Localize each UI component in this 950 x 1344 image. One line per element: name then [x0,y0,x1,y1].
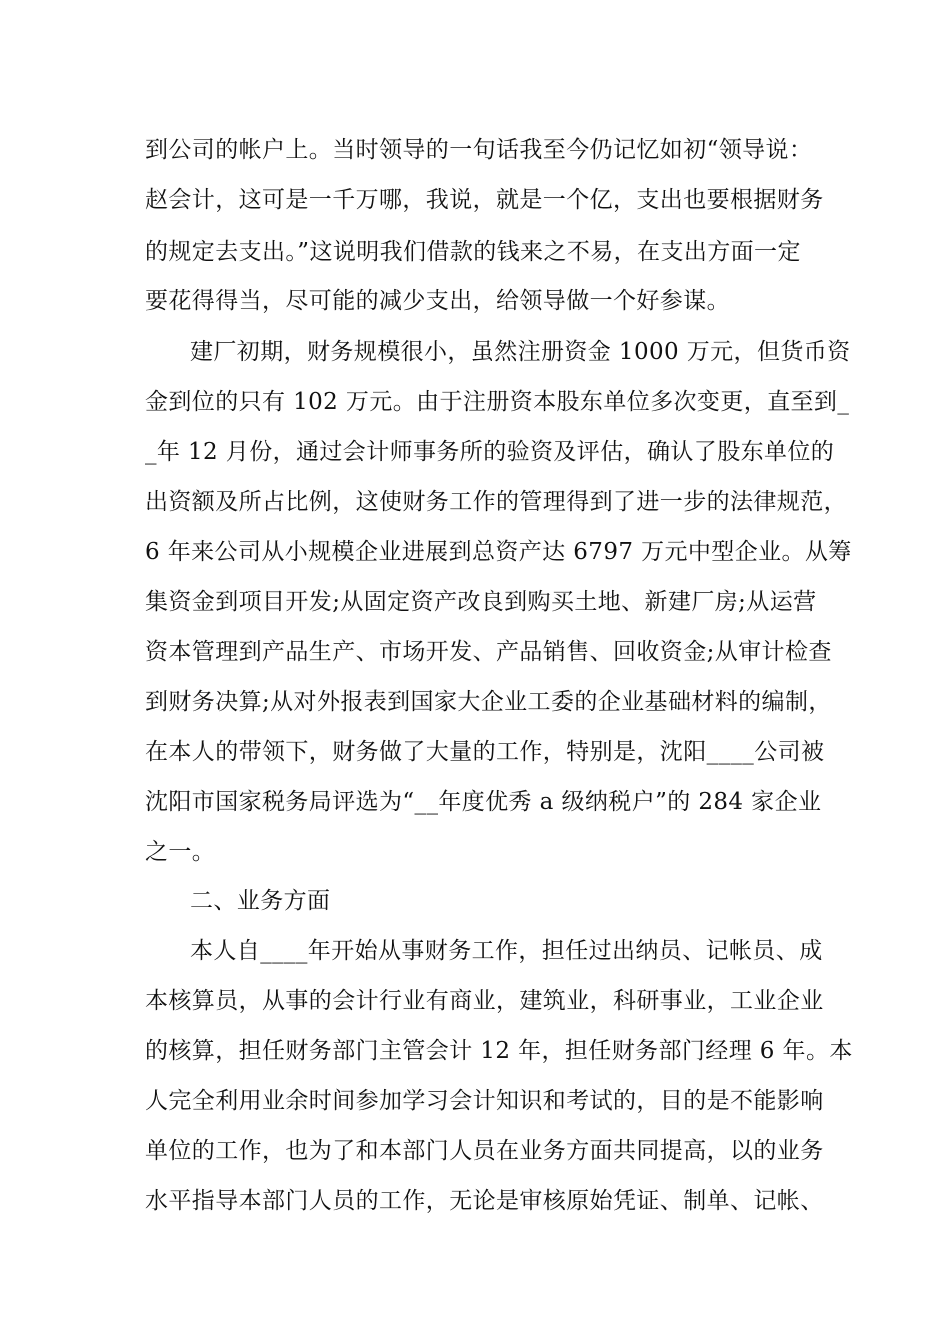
text-line: 到公司的帐户上。当时领导的一句话我至今仍记忆如初“领导说： [145,137,813,163]
text-line: 要花得得当，尽可能的减少支出，给领导做一个好参谋。 [145,288,730,314]
text-line: _年 12 月份，通过会计师事务所的验资及评估，确认了股东单位的 [145,439,835,465]
text-line: 金到位的只有 102 万元。由于注册资本股东单位多次变更，直至到_ [145,389,850,415]
text-line: 资本管理到产品生产、市场开发、产品销售、回收资金;从审计检查 [145,639,832,665]
text-line: 的规定去支出。”这说明我们借款的钱来之不易，在支出方面一定 [145,239,801,265]
text-line: 水平指导本部门人员的工作，无论是审核原始凭证、制单、记帐、 [145,1188,824,1214]
text-line: 出资额及所占比例，这使财务工作的管理得到了进一步的法律规范， [145,489,847,515]
text-line: 沈阳市国家税务局评选为“__年度优秀 a 级纳税户”的 284 家企业 [145,789,822,815]
text-line: 本核算员，从事的会计行业有商业，建筑业，科研事业，工业企业 [145,988,824,1014]
text-line: 集资金到项目开发;从固定资产改良到购买土地、新建厂房;从运营 [145,589,817,615]
section-heading: 二、业务方面 [190,888,331,914]
text-line: 赵会计，这可是一千万哪，我说，就是一个亿，支出也要根据财务 [145,187,824,213]
paragraph-start-line: 本人自____年开始从事财务工作，担任过出纳员、记帐员、成 [190,938,823,964]
text-line: 到财务决算;从对外报表到国家大企业工委的企业基础材料的编制， [145,689,832,715]
paragraph-start-line: 建厂初期，财务规模很小，虽然注册资金 1000 万元，但货币资 [190,339,851,365]
text-line: 的核算，担任财务部门主管会计 12 年，担任财务部门经理 6 年。本 [145,1038,853,1064]
text-line: 在本人的带领下，财务做了大量的工作，特别是，沈阳____公司被 [145,739,825,765]
text-line: 6 年来公司从小规模企业进展到总资产达 6797 万元中型企业。从筹 [145,539,852,565]
text-line: 之一。 [145,839,216,865]
text-line: 单位的工作，也为了和本部门人员在业务方面共同提高，以的业务 [145,1138,824,1164]
text-line: 人完全利用业余时间参加学习会计知识和考试的，目的是不能影响 [145,1088,824,1114]
